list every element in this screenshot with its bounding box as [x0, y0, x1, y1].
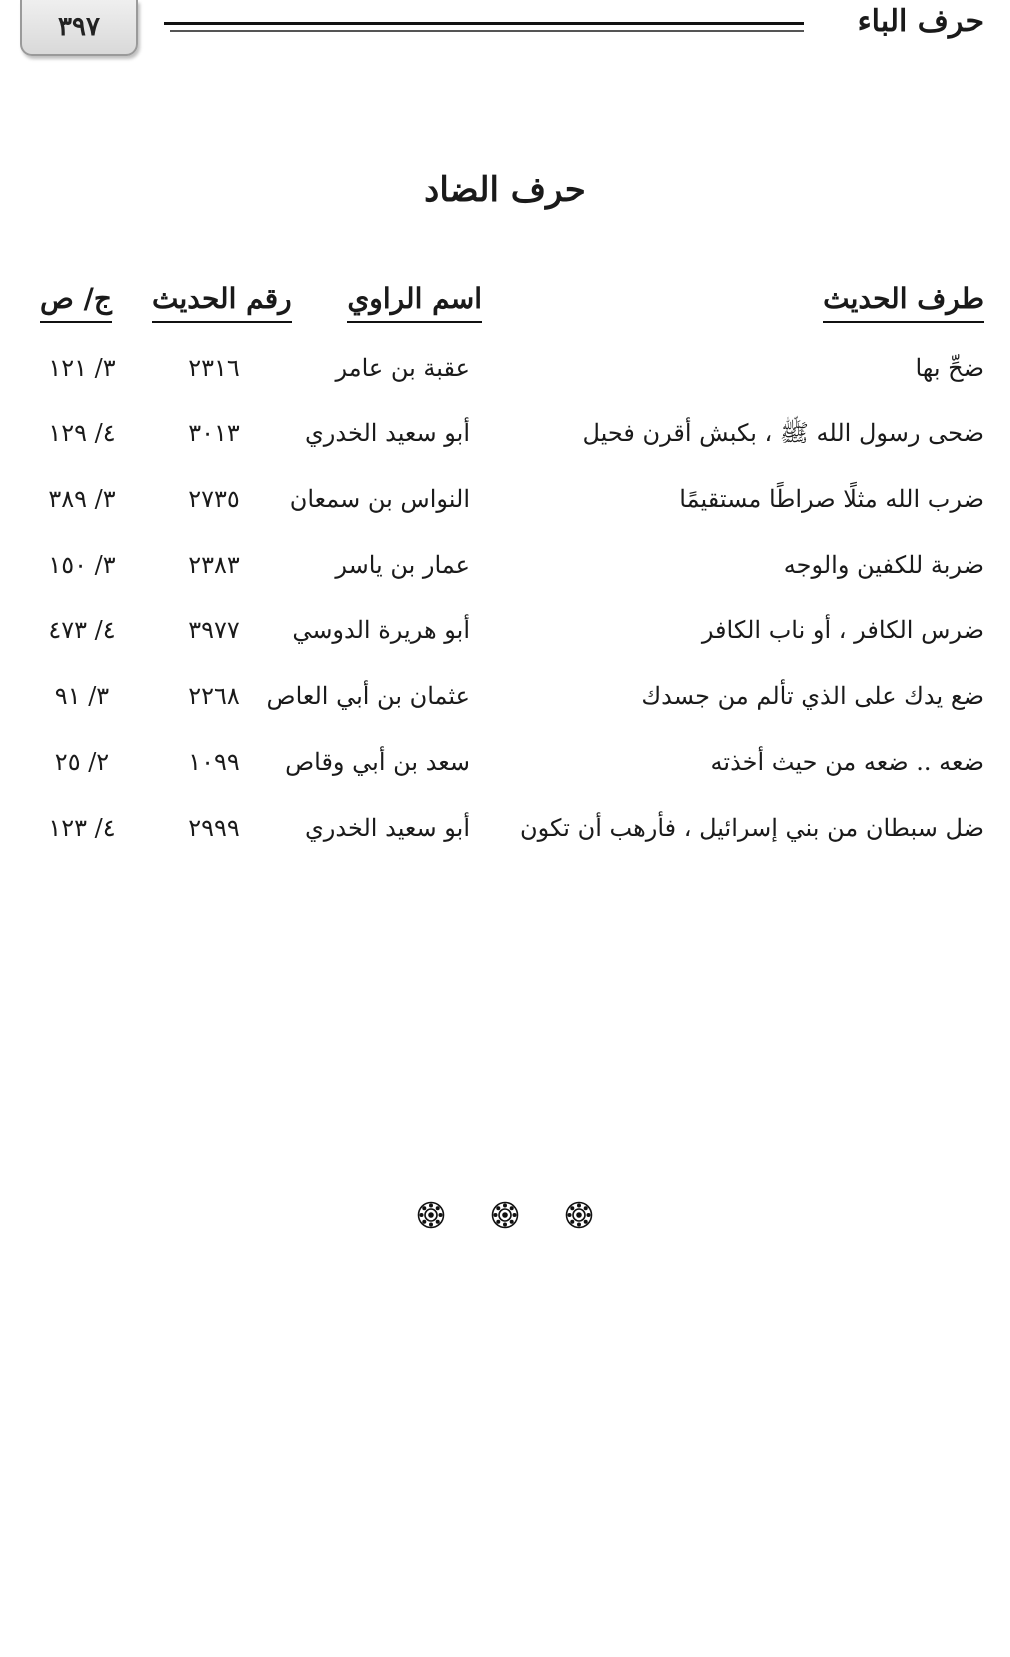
hadith-cell: ضحِّ بها	[915, 354, 984, 382]
volume-page-cell: ٣/ ٣٨٩	[48, 485, 116, 513]
number-cell: ٢٩٩٩	[188, 814, 240, 842]
hadith-cell: ضرب الله مثلًا صراطًا مستقيمًا	[679, 485, 984, 513]
rosette-icon	[490, 1200, 520, 1230]
rosette-icon	[564, 1200, 594, 1230]
number-cell: ٣٩٧٧	[188, 616, 240, 644]
narrator-cell: عثمان بن أبي العاص	[266, 682, 470, 710]
table-row	[0, 610, 1010, 650]
page-number: ٣٩٧	[20, 0, 138, 56]
volume-page-cell: ٣/ ١٢١	[48, 354, 116, 382]
narrator-cell: عقبة بن عامر	[335, 354, 470, 382]
number-cell: ٣٠١٣	[188, 419, 240, 447]
volume-page-cell: ٤/ ١٢٩	[48, 419, 116, 447]
volume-page-cell: ٤/ ٤٧٣	[48, 616, 116, 644]
table-row	[0, 545, 1010, 585]
header-rule	[164, 22, 804, 32]
volume-page-cell: ٤/ ١٢٣	[48, 814, 116, 842]
narrator-cell: عمار بن ياسر	[335, 551, 470, 579]
table-row	[0, 348, 1010, 388]
hadith-cell: ضربة للكفين والوجه	[783, 551, 984, 579]
table-row	[0, 742, 1010, 782]
table-row	[0, 808, 1010, 848]
number-cell: ٢٣٨٣	[188, 551, 240, 579]
running-title: حرف الباء	[857, 4, 984, 39]
column-header-hadith: طرف الحديث	[823, 282, 984, 323]
hadith-cell: ضل سبطان من بني إسرائيل ، فأرهب أن تكون	[520, 814, 984, 842]
section-title: حرف الضاد	[424, 170, 586, 210]
volume-page-cell: ٣/ ١٥٠	[48, 551, 116, 579]
number-cell: ٢٧٣٥	[188, 485, 240, 513]
hadith-cell: ضحى رسول الله ﷺ ، بكبش أقرن فحيل	[582, 419, 984, 447]
narrator-cell: أبو هريرة الدوسي	[292, 616, 470, 644]
narrator-cell: أبو سعيد الخدري	[305, 814, 470, 842]
column-header-number: رقم الحديث	[152, 282, 292, 323]
narrator-cell: أبو سعيد الخدري	[305, 419, 470, 447]
rosette-icon	[416, 1200, 446, 1230]
number-cell: ١٠٩٩	[188, 748, 240, 776]
number-cell: ٢٢٦٨	[188, 682, 240, 710]
narrator-cell: سعد بن أبي وقاص	[285, 748, 470, 776]
table-row	[0, 479, 1010, 519]
hadith-cell: ضعه .. ضعه من حيث أخذته	[710, 748, 984, 776]
volume-page-cell: ٢/ ٢٥	[54, 748, 110, 776]
number-cell: ٢٣١٦	[188, 354, 240, 382]
hadith-cell: ضع يدك على الذي تألم من جسدك	[641, 682, 984, 710]
volume-page-cell: ٣/ ٩١	[54, 682, 110, 710]
table-row	[0, 413, 1010, 453]
column-header-volume-page: ج/ ص	[40, 282, 112, 323]
header-rule-thin	[170, 30, 804, 32]
section-end-ornaments	[0, 1200, 1010, 1230]
narrator-cell: النواس بن سمعان	[289, 485, 470, 513]
column-header-narrator: اسم الراوي	[347, 282, 482, 323]
table-row	[0, 676, 1010, 716]
hadith-cell: ضرس الكافر ، أو ناب الكافر	[701, 616, 984, 644]
header-rule-thick	[164, 22, 804, 25]
